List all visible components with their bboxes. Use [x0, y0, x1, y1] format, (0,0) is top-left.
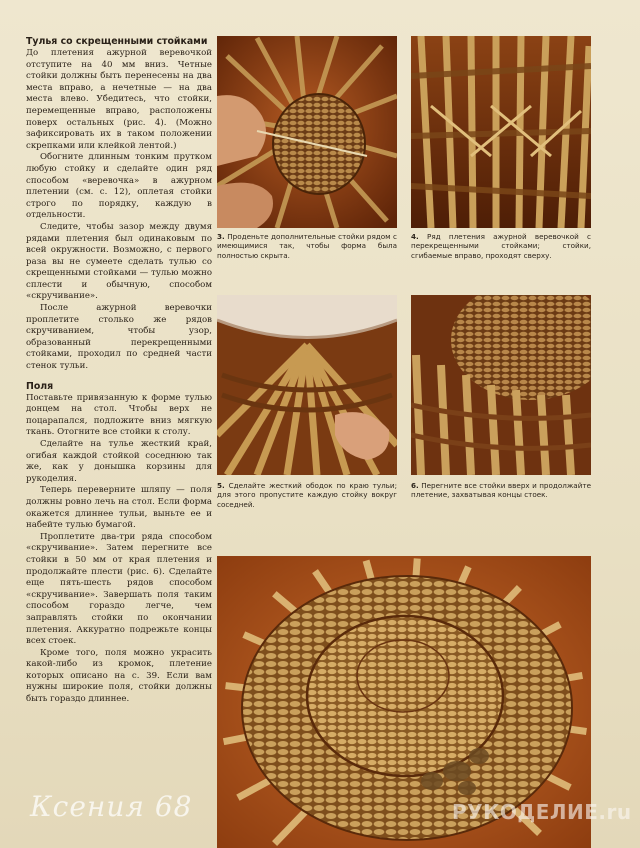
watermark-site: РУКОДЕЛИЕ.ru	[452, 800, 632, 824]
photo-step-4	[411, 36, 591, 228]
paragraph-6: Сделайте на тулье жесткий край, огибая каждой стойкой соседнюю так же, как у донышка корзины для рукоделия.	[26, 439, 212, 484]
photo-step-5	[217, 295, 397, 475]
paragraph-4: После ажурной веревочки проплетите столько же рядов скручиванием, чтобы узор, образованный перекрещенными стойками, проходил по средней части стенок тульи.	[26, 303, 212, 372]
caption-3: 3. Проденьте дополнительные стойки рядом с имеющимися так, чтобы форма была полностью скрыта.	[217, 232, 397, 260]
paragraph-1: До плетения ажурной веревочкой отступите на 40 мм вниз. Четные стойки должны быть перенесены на два места вправо, а нечетные — на два места влево. Убедитесь, что стойки, перемещенные вправо, расположены поверх остальных (рис. 4). (Можно зафиксировать их в таком положении скрепками или клейкой лентой.)	[26, 48, 212, 151]
heading-crown: Тулья со скрещенными стойками	[26, 36, 208, 47]
paragraph-5: Поставьте привязанную к форме тулью донцем на стол. Чтобы верх не поцарапался, подложите вниз мягкую ткань. Отогните все стойки к столу.	[26, 392, 212, 438]
caption-5: 5. Сделайте жесткий ободок по краю тульи; для этого пропустите каждую стойку вокруг соседней.	[217, 481, 397, 509]
article-column	[26, 36, 212, 706]
paragraph-8: Проплетите два-три ряда способом «скручивание». Затем перегните все стойки в 50 мм от края плетения и продолжайте плести (рис. 6). Сделайте еще пять-шесть рядов способом «скручивание». Завершать поля таким способом гораздо легче, чем заправлять стойки по окончании плетения. Аккуратно подрежьте концы всех стоек.	[26, 531, 212, 647]
heading-brim: Поля	[26, 380, 54, 392]
paragraph-2: Обогните длинным тонким прутком любую стойку и сделайте один ряд способом «веревочка» в ажурном плетении (см. с. 12), оплетая стойки строго по порядку, каждую в отдельности.	[26, 152, 212, 221]
photo-step-6	[411, 295, 591, 475]
caption-4: 4. Ряд плетения ажурной веревочкой с перекрещенными стойками; стойки, сгибаемые вправо, проходят сверху.	[411, 232, 591, 260]
watermark-signature: Ксения 68	[30, 790, 193, 823]
caption-6: 6. Перегните все стойки вверх и продолжайте плетение, захватывая концы стоек.	[411, 481, 591, 500]
paragraph-9: Кроме того, поля можно украсить какой-либо из кромок, плетение которых описано на с. 39. Если вам нужны широкие поля, стойки должны быть гораздо длиннее.	[26, 647, 212, 705]
paragraph-7: Теперь переверните шляпу — поля должны ровно лечь на стол. Если форма окажется длиннее тульи, выньте ее и набейте тулью бумагой.	[26, 485, 212, 531]
paragraph-3: Следите, чтобы зазор между двумя рядами плетения был одинаковым по всей окружности. Возможно, с первого раза вы не сумеете сделать тулью со скрещенными стойками — тулью можно сплести и обычную, способом «скручивание».	[26, 221, 212, 302]
photo-step-3	[217, 36, 397, 228]
